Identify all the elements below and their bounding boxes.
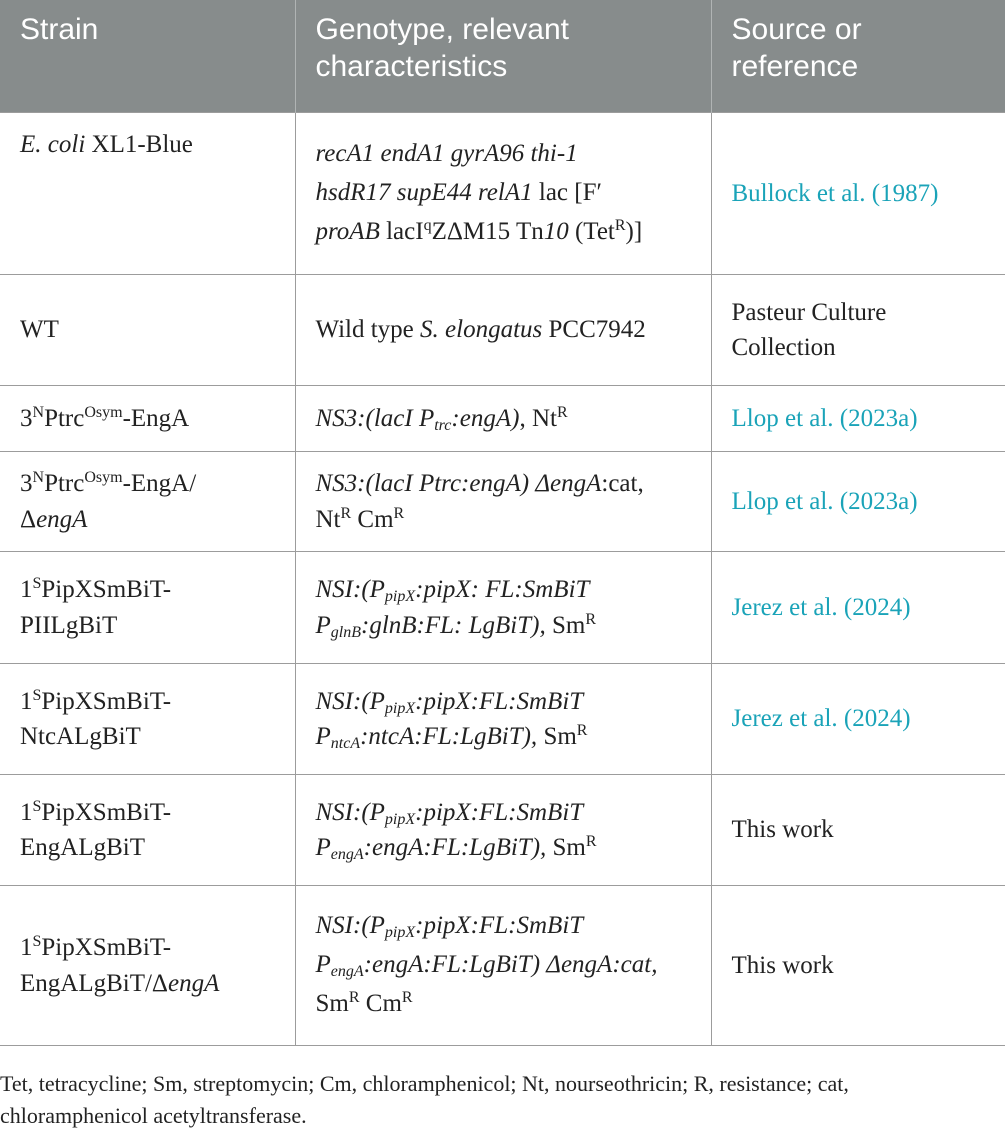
reference-cell: This work (711, 886, 1005, 1046)
genotype-cell: $NSI:(P_{pipX}:pipX:FL:SmBiT$ $P_{engA}:engA:FL:LgBiT$), $Sm^R$ (295, 775, 711, 886)
reference-link[interactable]: Llop et al. (2023a) (731, 404, 918, 432)
genotype-cell: $NSI:(P_{pipX}:pipX:FL:SmBiT$ $P_{engA}:engA:FL:LgBiT$) ΔengA:cat, $Sm^R$ $Cm^R$ (295, 886, 711, 1046)
header-genotype: Genotype, relevant characteristics (295, 0, 711, 113)
reference-cell (711, 552, 1005, 664)
reference-cell: Pasteur Culture Collection (711, 275, 1005, 386)
reference-cell: This work (711, 775, 1005, 886)
table-row (0, 113, 1005, 275)
strain-cell: E. coli XL1-Blue (0, 113, 295, 275)
strain-cell: $1^SPipXSmBiT-$ EngALgBiT (0, 775, 295, 886)
strain-cell: $3^NPtrc^{Osym}$-EngA (0, 386, 295, 452)
strain-cell: $3^NPtrc^{Osym}-EngA/$ ΔengA (0, 452, 295, 552)
reference-link[interactable]: Jerez et al. (2024) (731, 705, 911, 733)
strain-cell: $1^SPipXSmBiT-$ PIILgBiT (0, 552, 295, 664)
reference-cell (711, 452, 1005, 552)
table-row (0, 886, 1005, 1046)
genotype-cell: recA1 endA1 gyrA96 thi-1 hsdR17 supE44 relA1 lac [F′ proAB lacI$^q$ZΔM15 Tn10 (Tet$^R$)] (295, 113, 711, 275)
strain-cell: $1^SPipXSmBiT-$ NtcALgBiT (0, 664, 295, 775)
reference-cell (711, 664, 1005, 775)
table-row (0, 452, 1005, 552)
reference-cell (711, 113, 1005, 275)
table-row (0, 552, 1005, 664)
genotype-cell: $NSI:(P_{pipX}:pipX$: FL:SmBiT $P_{glnB}:glnB:FL$: LgBiT), $Sm^R$ (295, 552, 711, 664)
table-row (0, 775, 1005, 886)
reference-link[interactable]: Jerez et al. (2024) (731, 593, 911, 621)
table-row (0, 664, 1005, 775)
genotype-cell: NS3:(lacI $P_{trc}:engA$), $Nt^R$ (295, 386, 711, 452)
reference-link[interactable]: Llop et al. (2023a) (731, 487, 918, 515)
table-row (0, 386, 1005, 452)
genotype-cell: Wild type S. elongatus PCC7942 (295, 275, 711, 386)
genotype-cell: $NSI:(P_{pipX}:pipX:FL:SmBiT$ $P_{ntcA}:ntcA:FL:LgBiT$), $Sm^R$ (295, 664, 711, 775)
strain-cell: WT (0, 275, 295, 386)
table-footnote: Tet, tetracycline; Sm, streptomycin; Cm, chloramphenicol; Nt, nourseothricin; R, resistance; cat, chloramphenicol acetyltransferase. (0, 1071, 849, 1128)
table-row (0, 275, 1005, 386)
header-strain: Strain (0, 0, 295, 113)
genotype-cell: NS3:(lacI Ptrc:engA) ΔengA:cat, $Nt^R$ $Cm^R$ (295, 452, 711, 552)
header-reference: Source or reference (711, 0, 1005, 113)
reference-link[interactable]: Bullock et al. (1987) (731, 179, 939, 207)
strain-cell: $1^SPipXSmBiT-$ EngALgBiT/ΔengA (0, 886, 295, 1046)
header-row (0, 0, 1005, 113)
reference-cell (711, 386, 1005, 452)
